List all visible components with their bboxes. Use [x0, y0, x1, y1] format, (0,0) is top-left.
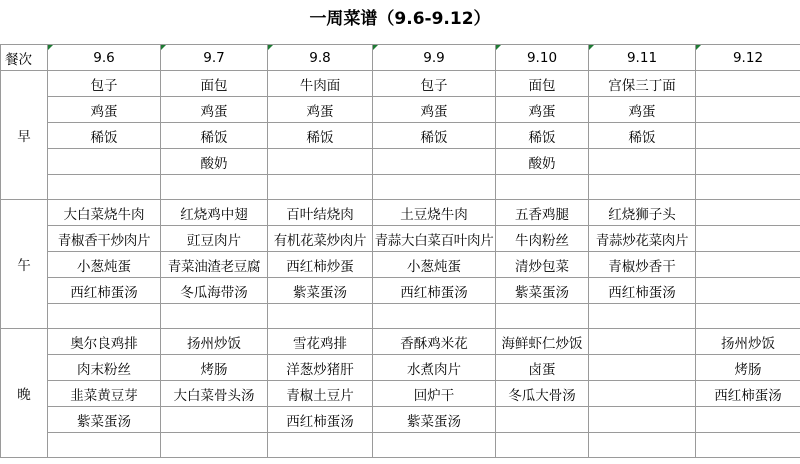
dish-cell — [268, 175, 373, 200]
dish-cell: 西红柿炒蛋 — [268, 252, 373, 278]
dish-cell: 卤蛋 — [496, 355, 589, 381]
dinner-label-cell: 晚 — [1, 329, 48, 458]
dish-cell: 西红柿蛋汤 — [589, 278, 696, 304]
date-label: 9.9 — [423, 49, 445, 66]
dish-cell: 有机花菜炒肉片 — [268, 226, 373, 252]
dish-cell: 洋葱炒猪肝 — [268, 355, 373, 381]
dish-cell: 西红柿蛋汤 — [48, 278, 161, 304]
dish-cell — [161, 407, 268, 433]
breakfast-row — [1, 149, 800, 175]
dish-cell — [589, 149, 696, 175]
dinner-row — [1, 329, 800, 355]
dish-cell — [48, 304, 161, 329]
dish-cell: 包子 — [48, 71, 161, 97]
dinner-row — [1, 381, 800, 407]
dish-cell: 青蒜大白菜百叶肉片 — [373, 226, 496, 252]
date-label: 9.12 — [732, 49, 764, 66]
breakfast-row — [1, 175, 800, 200]
dinner-row — [1, 407, 800, 433]
dish-cell — [589, 329, 696, 355]
dish-cell: 面包 — [161, 71, 268, 97]
dish-cell: 牛肉粉丝 — [496, 226, 589, 252]
dish-cell — [589, 381, 696, 407]
dish-cell — [696, 407, 800, 433]
dish-cell: 大白菜骨头汤 — [161, 381, 268, 407]
dish-cell — [696, 433, 800, 458]
dish-cell: 青菜油渣老豆腐 — [161, 252, 268, 278]
dish-cell — [48, 175, 161, 200]
dish-cell — [696, 278, 800, 304]
dinner-row — [1, 433, 800, 458]
date-label: 9.8 — [309, 49, 331, 66]
date-label: 9.11 — [626, 49, 658, 66]
dish-cell — [496, 304, 589, 329]
dish-cell — [696, 252, 800, 278]
dish-cell: 豇豆肉片 — [161, 226, 268, 252]
dish-cell: 西红柿蛋汤 — [268, 407, 373, 433]
dish-cell: 鸡蛋 — [161, 97, 268, 123]
lunch-row — [1, 278, 800, 304]
date-header-cell — [268, 45, 373, 71]
dish-cell: 稀饭 — [496, 123, 589, 149]
dish-cell — [496, 433, 589, 458]
dish-cell: 西红柿蛋汤 — [696, 381, 800, 407]
dish-cell — [589, 407, 696, 433]
lunch-row — [1, 226, 800, 252]
dish-cell: 紫菜蛋汤 — [48, 407, 161, 433]
dish-cell: 包子 — [373, 71, 496, 97]
dinner-row — [1, 355, 800, 381]
dish-cell: 清炒包菜 — [496, 252, 589, 278]
dish-cell: 红烧狮子头 — [589, 200, 696, 226]
dish-cell: 鸡蛋 — [496, 97, 589, 123]
dish-cell — [696, 71, 800, 97]
dish-cell: 香酥鸡米花 — [373, 329, 496, 355]
dish-cell — [589, 355, 696, 381]
date-header-cell — [161, 45, 268, 71]
date-label: 9.6 — [93, 49, 115, 66]
date-header-cell — [696, 45, 800, 71]
dish-cell: 水煮肉片 — [373, 355, 496, 381]
dish-cell: 鸡蛋 — [373, 97, 496, 123]
weekly-menu-table — [0, 44, 800, 458]
date-header-cell — [373, 45, 496, 71]
dish-cell: 百叶结烧肉 — [268, 200, 373, 226]
dish-cell — [696, 149, 800, 175]
dish-cell: 青椒香干炒肉片 — [48, 226, 161, 252]
dish-cell — [373, 433, 496, 458]
dish-cell: 鸡蛋 — [589, 97, 696, 123]
dish-cell — [696, 200, 800, 226]
dish-cell — [373, 304, 496, 329]
dish-cell — [696, 97, 800, 123]
dish-cell: 大白菜烧牛肉 — [48, 200, 161, 226]
dish-cell: 肉末粉丝 — [48, 355, 161, 381]
dish-cell: 酸奶 — [496, 149, 589, 175]
dish-cell — [161, 175, 268, 200]
dish-cell — [696, 226, 800, 252]
dish-cell: 青椒土豆片 — [268, 381, 373, 407]
dish-cell: 海鲜虾仁炒饭 — [496, 329, 589, 355]
dish-cell: 酸奶 — [161, 149, 268, 175]
date-label: 9.10 — [526, 49, 558, 66]
dish-cell: 雪花鸡排 — [268, 329, 373, 355]
breakfast-label-cell: 早 — [1, 71, 48, 200]
dish-cell: 西红柿蛋汤 — [373, 278, 496, 304]
menu-title: 一周菜谱（9.6-9.12） — [309, 9, 491, 29]
dish-cell: 面包 — [496, 71, 589, 97]
dish-cell: 奥尔良鸡排 — [48, 329, 161, 355]
date-header-cell — [48, 45, 161, 71]
dish-cell — [496, 175, 589, 200]
dish-cell: 紫菜蛋汤 — [268, 278, 373, 304]
dish-cell: 回炉干 — [373, 381, 496, 407]
breakfast-row — [1, 71, 800, 97]
breakfast-row — [1, 123, 800, 149]
dish-cell: 牛肉面 — [268, 71, 373, 97]
dish-cell — [373, 149, 496, 175]
dish-cell — [48, 149, 161, 175]
dish-cell: 土豆烧牛肉 — [373, 200, 496, 226]
dish-cell — [589, 433, 696, 458]
dish-cell: 韭菜黄豆芽 — [48, 381, 161, 407]
breakfast-row — [1, 97, 800, 123]
date-header-cell — [589, 45, 696, 71]
meal-header-cell: 餐次 — [1, 45, 48, 71]
dish-cell: 紫菜蛋汤 — [496, 278, 589, 304]
dish-cell: 紫菜蛋汤 — [373, 407, 496, 433]
dish-cell — [161, 304, 268, 329]
dish-cell: 红烧鸡中翅 — [161, 200, 268, 226]
lunch-label-cell: 午 — [1, 200, 48, 329]
dish-cell: 鸡蛋 — [268, 97, 373, 123]
date-header-cell — [496, 45, 589, 71]
lunch-row — [1, 200, 800, 226]
dish-cell: 扬州炒饭 — [161, 329, 268, 355]
dish-cell: 冬瓜大骨汤 — [496, 381, 589, 407]
dish-cell — [268, 149, 373, 175]
dish-cell: 扬州炒饭 — [696, 329, 800, 355]
dish-cell — [696, 123, 800, 149]
dish-cell: 稀饭 — [589, 123, 696, 149]
dish-cell: 稀饭 — [161, 123, 268, 149]
dish-cell — [268, 433, 373, 458]
dish-cell: 青椒炒香干 — [589, 252, 696, 278]
dish-cell: 烤肠 — [161, 355, 268, 381]
dish-cell — [48, 433, 161, 458]
dish-cell — [496, 407, 589, 433]
dish-cell: 青蒜炒花菜肉片 — [589, 226, 696, 252]
dish-cell — [589, 175, 696, 200]
dish-cell: 烤肠 — [696, 355, 800, 381]
dish-cell: 小葱炖蛋 — [48, 252, 161, 278]
lunch-row — [1, 252, 800, 278]
dish-cell: 冬瓜海带汤 — [161, 278, 268, 304]
dish-cell — [373, 175, 496, 200]
header-row — [1, 45, 800, 71]
dish-cell — [696, 304, 800, 329]
date-label: 9.7 — [203, 49, 225, 66]
dish-cell: 鸡蛋 — [48, 97, 161, 123]
dish-cell: 稀饭 — [268, 123, 373, 149]
dish-cell — [268, 304, 373, 329]
dish-cell: 稀饭 — [373, 123, 496, 149]
dish-cell — [589, 304, 696, 329]
dish-cell: 小葱炖蛋 — [373, 252, 496, 278]
dish-cell: 五香鸡腿 — [496, 200, 589, 226]
dish-cell — [696, 175, 800, 200]
dish-cell: 宫保三丁面 — [589, 71, 696, 97]
lunch-row — [1, 304, 800, 329]
dish-cell — [161, 433, 268, 458]
dish-cell: 稀饭 — [48, 123, 161, 149]
